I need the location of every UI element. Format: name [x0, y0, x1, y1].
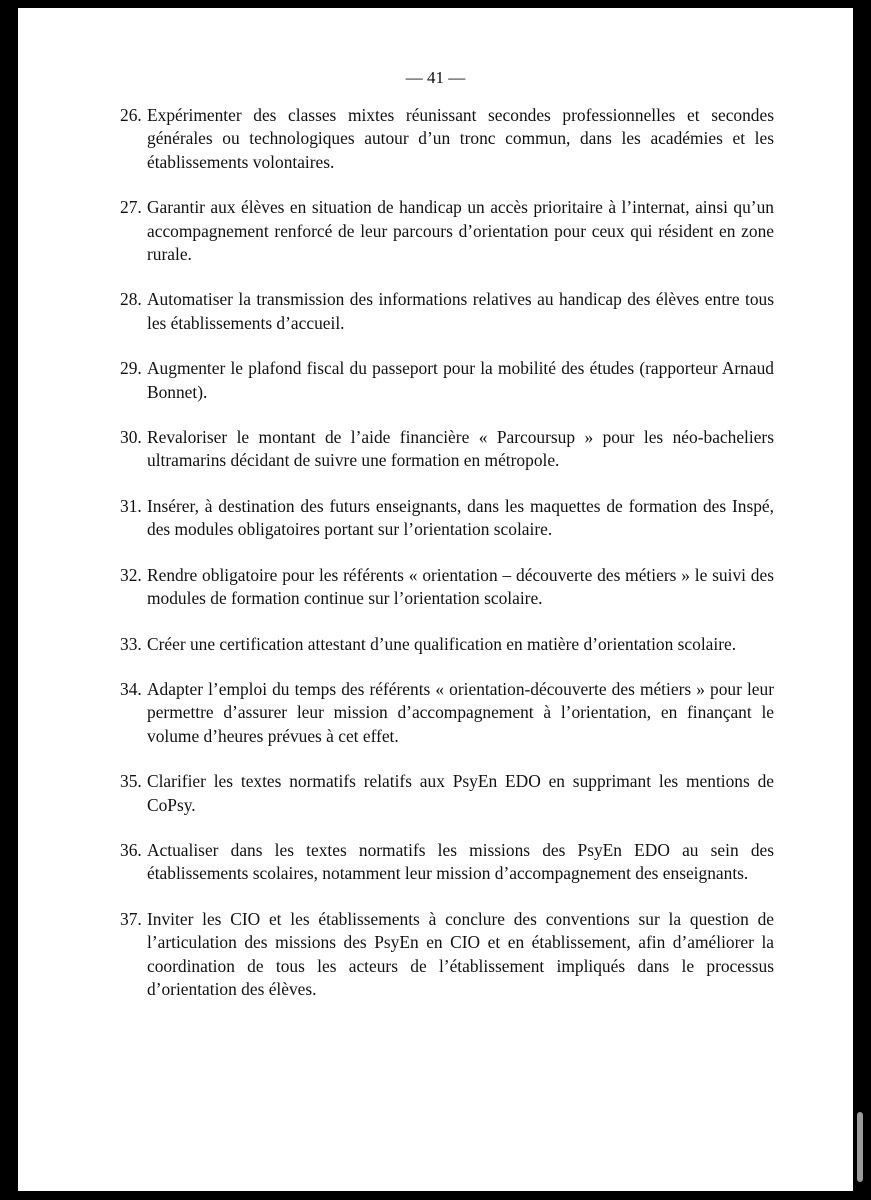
document-page	[18, 8, 853, 1191]
recommendation-item	[120, 564, 774, 611]
recommendation-number: 26.	[120, 105, 142, 125]
recommendation-number: 33.	[120, 633, 142, 654]
recommendation-number: 34.	[120, 678, 142, 699]
recommendation-number: 29.	[120, 358, 142, 379]
recommendation-item	[120, 104, 774, 174]
recommendation-text: Augmenter le plafond fiscal du passeport pour la mobilité des études (rapporteur Arnaud Bonnet).	[147, 358, 774, 402]
recommendation-item	[120, 357, 774, 404]
recommendation-item	[120, 288, 774, 335]
recommendation-item	[120, 633, 774, 656]
recommendation-number: 28.	[120, 289, 142, 310]
recommendation-text: Insérer, à destination des futurs enseignants, dans les maquettes de formation des Inspé, des modules obligatoires portant sur l’orientation scolaire.	[147, 495, 774, 540]
recommendation-item	[120, 839, 774, 886]
recommendation-text: Revaloriser le montant de l’aide financière « Parcoursup » pour les néo-bacheliers ultramarins décidant de suivre une formation en métropole.	[147, 427, 774, 471]
recommendation-text: Créer une certification attestant d’une qualification en matière d’orientation scolaire.	[147, 633, 737, 654]
recommendation-text: Expérimenter des classes mixtes réunissant secondes professionnelles et secondes générales ou technologiques autour d’un tronc commun, dans les académies et les établissements volontaires.	[147, 105, 774, 172]
recommendation-text: Inviter les CIO et les établissements à conclure des conventions sur la question de l’articulation des missions des PsyEn en CIO et en établissement, afin d’améliorer la coordination de tous les acteurs de l’établissement impliqués dans le processus d’orientation des élèves.	[147, 908, 774, 999]
recommendation-number: 35.	[120, 771, 142, 792]
recommendation-text: Automatiser la transmission des informations relatives au handicap des élèves entre tous les établissements d’accueil.	[147, 289, 774, 333]
recommendation-text: Adapter l’emploi du temps des référents « orientation-découverte des métiers » pour leur permettre d’assurer leur mission d’accompagnement à l’orientation, en finançant le volume d’heures prévues à cet effet.	[147, 678, 774, 746]
recommendation-item	[120, 770, 774, 817]
recommendation-number: 36.	[120, 839, 142, 860]
recommendation-item	[120, 495, 774, 542]
recommendation-text: Rendre obligatoire pour les référents « orientation – découverte des métiers » le suivi des modules de formation continue sur l’orientation scolaire.	[147, 564, 774, 609]
recommendation-number: 31.	[120, 495, 142, 516]
recommendation-text: Actualiser dans les textes normatifs les missions des PsyEn EDO au sein des établissements scolaires, notamment leur mission d’accompagnement des enseignants.	[147, 839, 774, 884]
page-number: — 41 —	[405, 68, 466, 87]
recommendation-text: Clarifier les textes normatifs relatifs aux PsyEn EDO en supprimant les mentions de CoPsy.	[147, 771, 774, 815]
recommendation-text: Garantir aux élèves en situation de handicap un accès prioritaire à l’internat, ainsi qu’un accompagnement renforcé de leur parcours d’orientation pour ceux qui résident en zone rurale.	[147, 197, 774, 265]
recommendation-item	[120, 678, 774, 748]
recommendation-item	[120, 196, 774, 266]
vertical-scrollbar[interactable]	[857, 1112, 863, 1182]
recommendation-item	[120, 908, 774, 1002]
recommendation-number: 37.	[120, 908, 142, 929]
recommendation-number: 27.	[120, 197, 142, 218]
recommendation-list	[120, 104, 774, 1023]
recommendation-number: 30.	[120, 427, 142, 448]
recommendation-item	[120, 426, 774, 473]
recommendation-number: 32.	[120, 564, 142, 585]
